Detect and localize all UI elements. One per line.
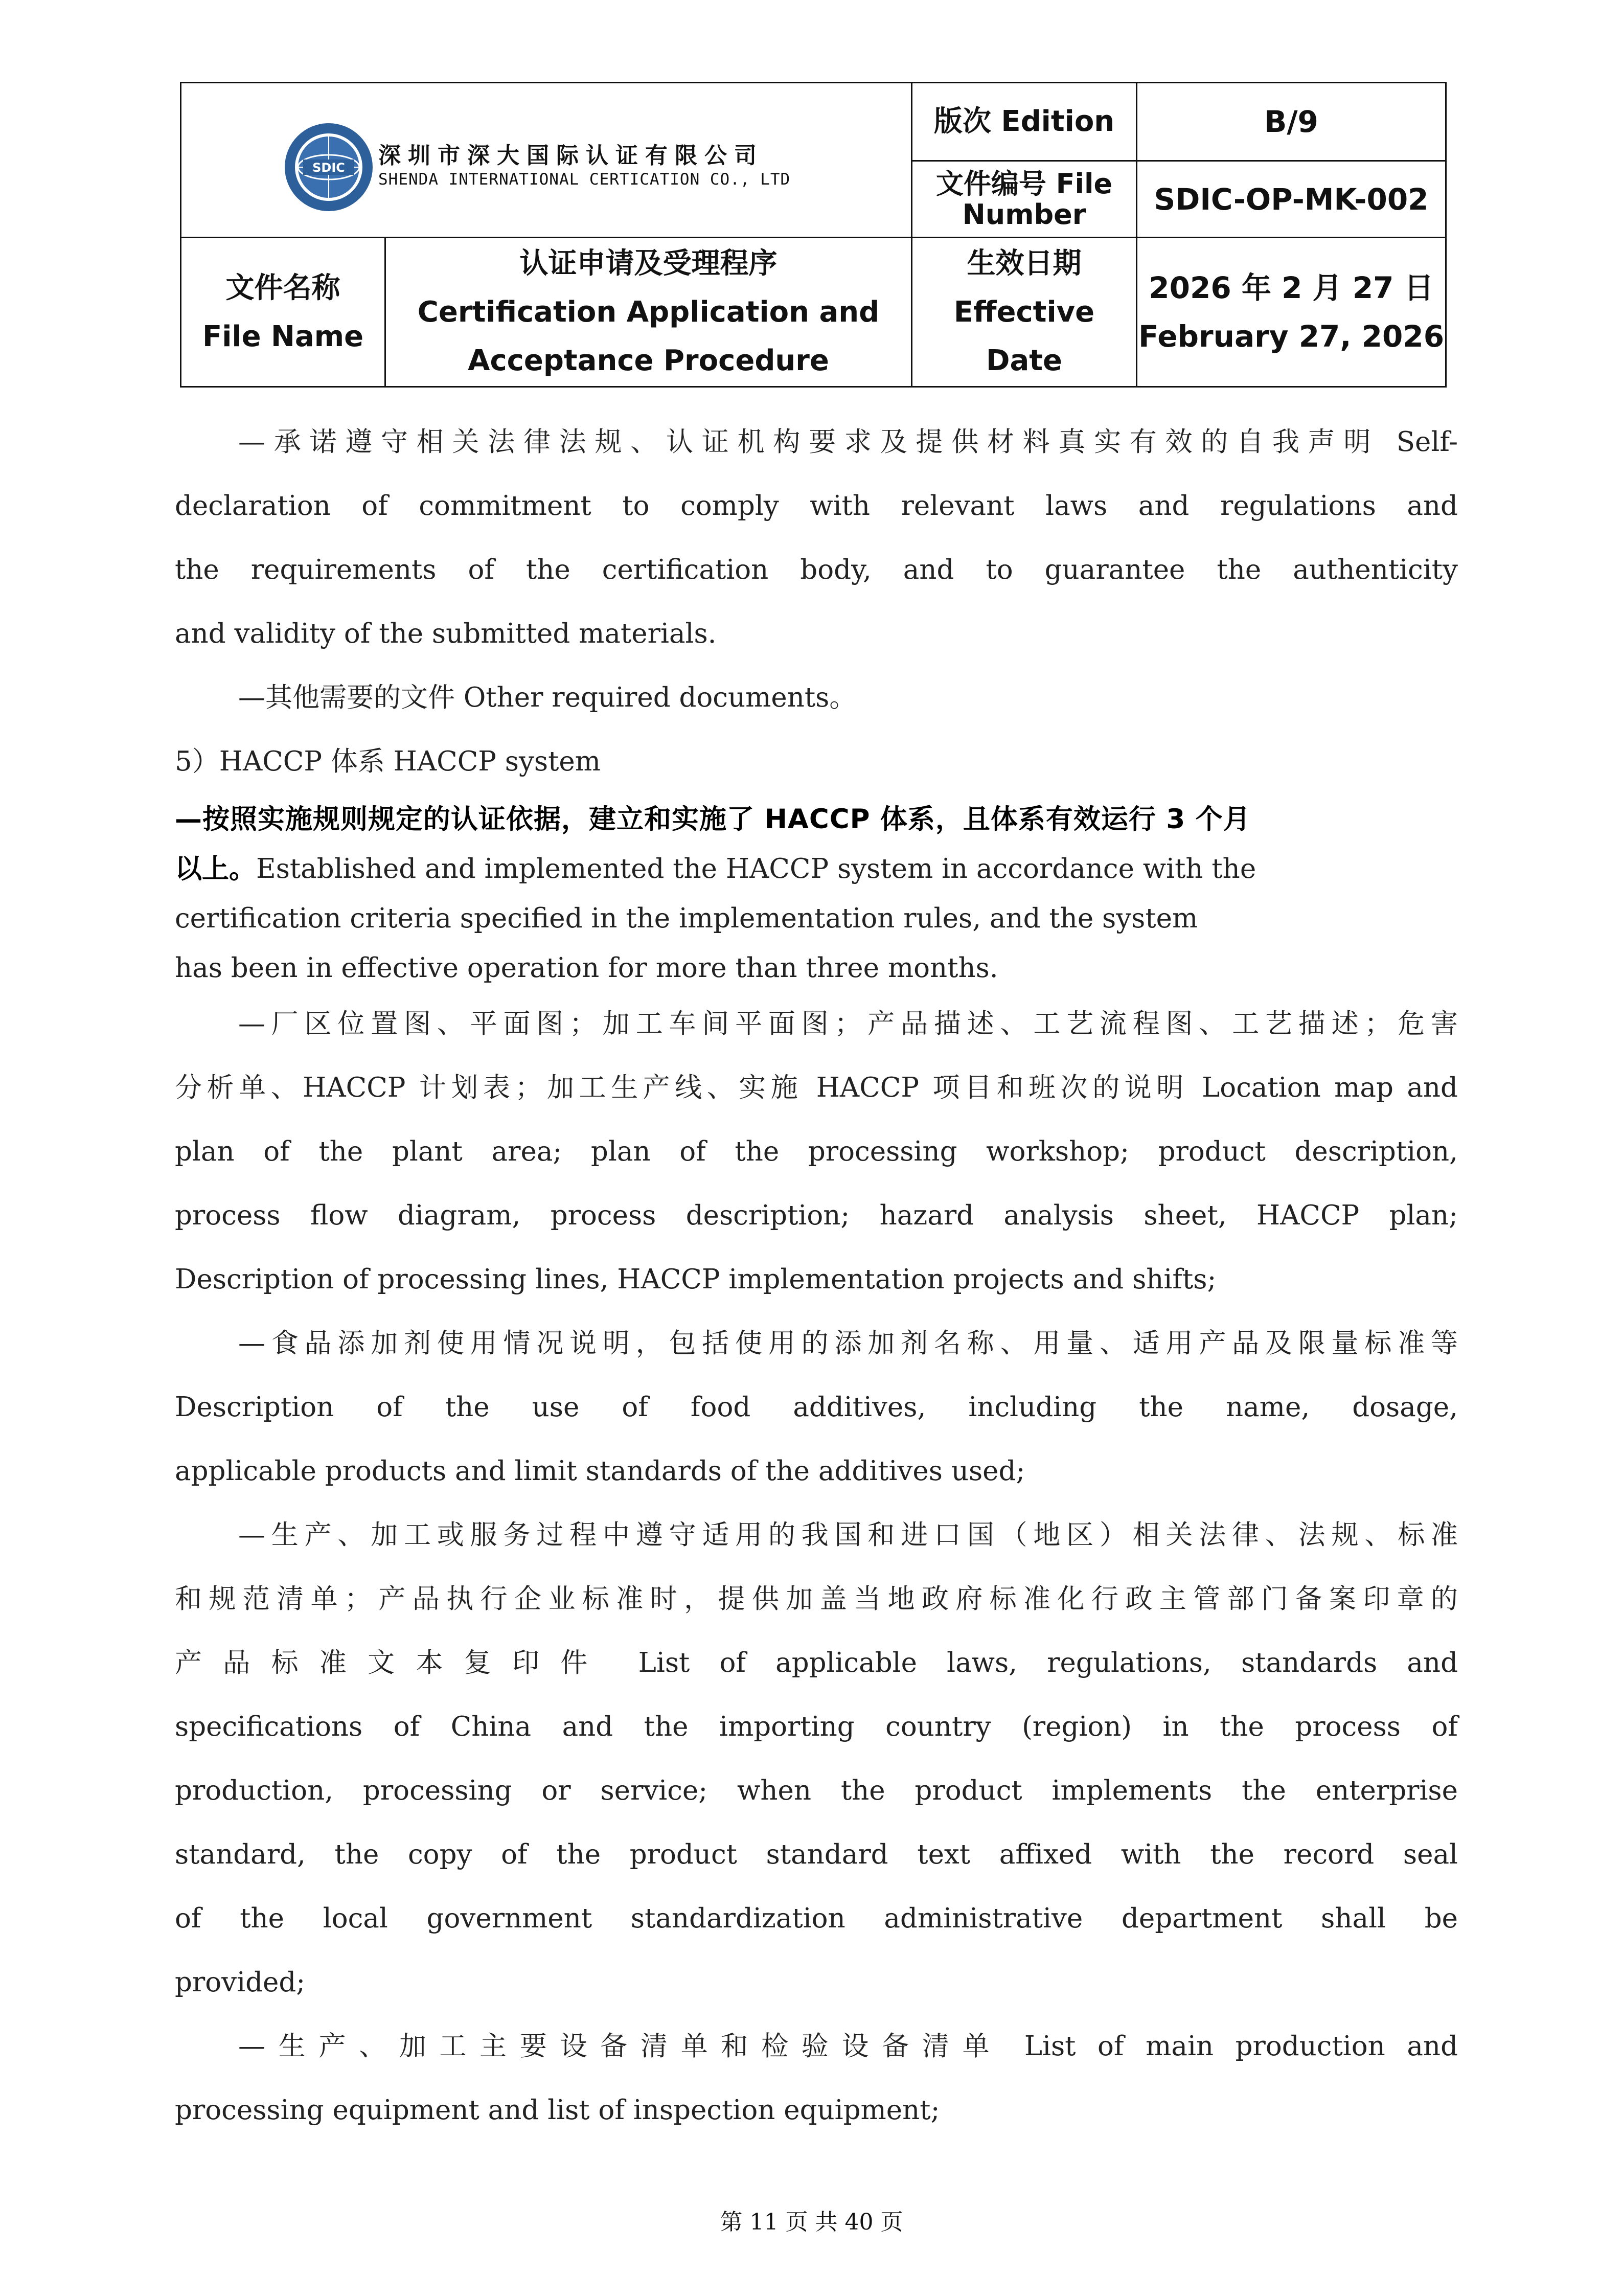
body-line: 产品标准文本复印件 List of applicable laws, regulations, standards and — [175, 1647, 1458, 1678]
body-line: declaration of commitment to comply with relevant laws and regulations and — [175, 490, 1458, 521]
effective-date-value — [1137, 238, 1445, 386]
body-line: of the local government standardization administrative department shall be — [175, 1903, 1458, 1934]
file-name-value-en-1: Certification Application and — [417, 295, 880, 329]
file-name-value-en-2: Acceptance Procedure — [468, 344, 829, 377]
body-line: process flow diagram, process description; hazard analysis sheet, HACCP plan; — [175, 1200, 1458, 1231]
body-line: Description of processing lines, HACCP implementation projects and shifts; — [175, 1264, 1217, 1295]
file-name-label — [181, 238, 384, 386]
body-line: provided; — [175, 1967, 306, 1998]
body-line: the requirements of the certification body, and to guarantee the authenticity — [175, 554, 1458, 585]
body-line: —食品添加剂使用情况说明，包括使用的添加剂名称、用量、适用产品及限量标准等 — [238, 1328, 1458, 1359]
body-line: 和规范清单；产品执行企业标准时，提供加盖当地政府标准化行政主管部门备案印章的 — [175, 1583, 1458, 1615]
body-line: specifications of China and the importing country (region) in the process of — [175, 1711, 1458, 1742]
effective-date-cn: 2026 年 2 月 27 日 — [1149, 270, 1434, 305]
body-line-bold: —按照实施规则规定的认证依据，建立和实施了 HACCP 体系，且体系有效运行 3 个月 — [175, 804, 1251, 835]
logo-text: SDIC — [312, 161, 345, 175]
body-line: —承诺遵守相关法律法规、认证机构要求及提供材料真实有效的自我声明 Self- — [238, 426, 1458, 458]
file-name-label-cn: 文件名称 — [225, 271, 340, 305]
company-logo-icon — [283, 121, 375, 213]
edition-label: 版次 Edition — [933, 105, 1115, 138]
page-number: 第 11 页 共 40 页 — [720, 2209, 903, 2235]
company-name-en: SHENDA INTERNATIONAL CERTICATION CO., LTD — [378, 170, 791, 189]
body-line: Description of the use of food additives, including the name, dosage, — [175, 1392, 1458, 1423]
effective-date-label-en-1: Effective — [953, 295, 1095, 329]
body-line — [175, 851, 1458, 887]
body-line: plan of the plant area; plan of the processing workshop; product description, — [175, 1136, 1458, 1167]
edition-value: B/9 — [1264, 104, 1318, 139]
file-number-label-line2: Number — [962, 198, 1086, 231]
effective-date-label-en-2: Date — [986, 344, 1063, 377]
body-line: and validity of the submitted materials. — [175, 618, 717, 649]
body-line: processing equipment and list of inspection equipment; — [175, 2095, 940, 2126]
body-line: standard, the copy of the product standard text affixed with the record seal — [175, 1839, 1458, 1870]
body-line: applicable products and limit standards of the additives used; — [175, 1456, 1025, 1487]
body-line: certification criteria specified in the implementation rules, and the system — [175, 903, 1198, 934]
section-heading: 5）HACCP 体系 HACCP system — [175, 746, 601, 777]
company-name-cn: 深圳市深大国际认证有限公司 — [378, 143, 764, 169]
body-line: —生产、加工或服务过程中遵守适用的我国和进口国（地区）相关法律、法规、标准 — [238, 1519, 1458, 1551]
body-line: 分析单、HACCP 计划表；加工生产线、实施 HACCP 项目和班次的说明 Location map and — [175, 1072, 1458, 1103]
file-name-value-cn: 认证申请及受理程序 — [519, 247, 778, 280]
body-line: —厂区位置图、平面图；加工车间平面图；产品描述、工艺流程图、工艺描述；危害 — [238, 1008, 1458, 1039]
bold-prefix: 以上。 — [175, 853, 256, 884]
body-line: —生产、加工主要设备清单和检验设备清单 List of main production and — [238, 2031, 1458, 2062]
file-name-label-en: File Name — [202, 320, 364, 353]
effective-date-en: February 27, 2026 — [1138, 319, 1445, 354]
body-line: production, processing or service; when the product implements the enterprise — [175, 1775, 1458, 1806]
file-name-value — [386, 238, 911, 386]
file-number-value: SDIC-OP-MK-002 — [1154, 181, 1429, 217]
body-line-rest: Established and implemented the HACCP system in accordance with the — [256, 853, 1256, 884]
effective-date-label-cn: 生效日期 — [967, 247, 1082, 280]
document-header-table — [180, 82, 1447, 388]
effective-date-label — [912, 238, 1136, 386]
body-line: has been in effective operation for more than three months. — [175, 952, 998, 984]
body-line: —其他需要的文件 Other required documents。 — [238, 682, 857, 713]
file-number-label — [912, 162, 1136, 237]
company-logo-cell — [181, 83, 911, 237]
file-number-label-line1: 文件编号 File — [935, 167, 1113, 200]
